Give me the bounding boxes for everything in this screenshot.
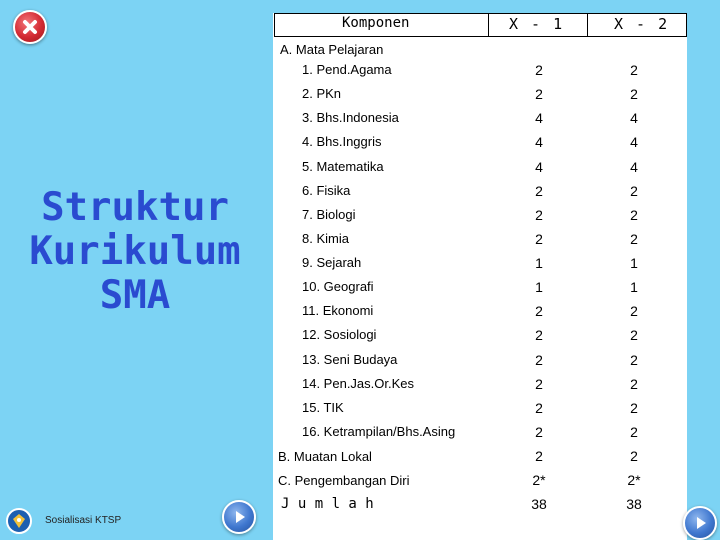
subject-x1-hours: 2 — [535, 423, 543, 440]
slide-title — [20, 186, 250, 318]
play-icon — [224, 502, 254, 532]
subject-x2-hours: 1 — [630, 279, 638, 296]
subject-x2-hours: 2 — [630, 327, 638, 344]
subject-x2-hours: 4 — [630, 158, 638, 175]
column-header-x2: X - 2 — [614, 15, 670, 33]
subject-label: 13. Seni Budaya — [302, 351, 398, 367]
subject-x2-hours: 4 — [630, 110, 638, 127]
subject-label: 3. Bhs.Indonesia — [302, 110, 399, 126]
header-divider — [587, 13, 588, 37]
subject-x1-hours: 2 — [535, 351, 543, 368]
subject-x2-hours: 2 — [630, 399, 638, 416]
title-line-2: Kurikulum — [29, 229, 241, 274]
subject-x1-hours: 2 — [535, 86, 543, 103]
section-c-x2: 2* — [627, 472, 641, 488]
subject-label: 5. Matematika — [302, 158, 384, 174]
total-x2: 38 — [626, 496, 642, 512]
play-icon — [685, 508, 715, 538]
subject-x1-hours: 2 — [535, 62, 543, 78]
subject-x2-hours: 4 — [630, 134, 638, 151]
header-divider — [488, 13, 489, 37]
subject-x2-hours: 2 — [630, 62, 638, 78]
subject-label: 8. Kimia — [302, 230, 349, 246]
column-header-x1: X - 1 — [509, 15, 565, 33]
total-label: J u m l a h — [281, 496, 374, 512]
column-header-component: Komponen — [342, 15, 410, 31]
subject-x1-hours: 4 — [535, 110, 543, 127]
subject-x1-hours: 2 — [535, 230, 543, 247]
footer-text: Sosialisasi KTSP — [45, 515, 122, 526]
tut-wuri-handayani-logo — [6, 508, 32, 534]
title-line-3: SMA — [99, 273, 171, 318]
total-x1: 38 — [531, 496, 547, 512]
forward-button[interactable] — [683, 506, 717, 540]
section-b-x1: 2 — [535, 448, 543, 464]
subject-label: 7. Biologi — [302, 206, 356, 222]
subject-x1-hours: 1 — [535, 255, 543, 272]
title-line-1: Struktur — [41, 185, 229, 230]
close-icon — [15, 12, 45, 42]
subject-x2-hours: 2 — [630, 423, 638, 440]
section-b-label: B. Muatan Lokal — [278, 449, 372, 464]
subject-x1-hours: 2 — [535, 303, 543, 320]
subject-x1-hours: 2 — [535, 375, 543, 392]
subject-x1-hours: 1 — [535, 279, 543, 296]
subject-x1-hours: 2 — [535, 182, 543, 199]
subject-label: 14. Pen.Jas.Or.Kes — [302, 375, 415, 391]
subject-label: 11. Ekonomi — [302, 303, 374, 319]
subject-x2-hours: 2 — [630, 303, 638, 320]
section-c-x1: 2* — [532, 472, 546, 488]
subject-label: 6. Fisika — [302, 182, 351, 198]
subject-x2-hours: 2 — [630, 351, 638, 368]
subject-x2-hours: 2 — [630, 86, 638, 103]
subject-label: 4. Bhs.Inggris — [302, 134, 382, 150]
subject-x1-hours: 2 — [535, 327, 543, 344]
subject-label: 10. Geografi — [302, 279, 374, 295]
subject-label: 15. TIK — [302, 399, 344, 415]
section-c-label: C. Pengembangan Diri — [278, 473, 410, 488]
subject-x2-hours: 2 — [630, 206, 638, 223]
subject-x1-hours: 4 — [535, 158, 543, 175]
subject-x1-hours: 4 — [535, 134, 543, 151]
subject-x2-hours: 2 — [630, 182, 638, 199]
subject-label: 1. Pend.Agama — [302, 62, 392, 77]
subject-x2-hours: 1 — [630, 255, 638, 272]
subject-label: 12. Sosiologi — [302, 327, 377, 343]
subject-label: 2. PKn — [302, 86, 342, 102]
subject-x1-hours: 2 — [535, 399, 543, 416]
subject-x2-hours: 2 — [630, 230, 638, 247]
subject-x1-hours: 2 — [535, 206, 543, 223]
close-button[interactable] — [13, 10, 47, 44]
subject-label: 16. Ketrampilan/Bhs.Asing — [302, 423, 456, 439]
section-b-x2: 2 — [630, 448, 638, 464]
subject-label: 9. Sejarah — [302, 255, 362, 271]
section-a-label: A. Mata Pelajaran — [280, 42, 384, 57]
subject-x2-hours: 2 — [630, 375, 638, 392]
next-slide-button[interactable] — [222, 500, 256, 534]
